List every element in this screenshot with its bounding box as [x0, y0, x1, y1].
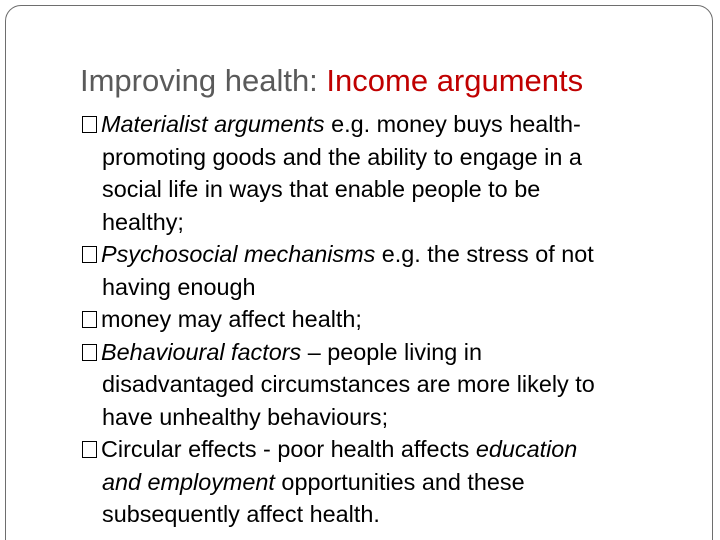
bullet-list: [82, 108, 682, 531]
square-box-icon: [82, 311, 97, 328]
bullet-item-circular: [82, 433, 682, 531]
slide-title: [80, 62, 583, 99]
bullet-term: Materialist arguments: [101, 111, 325, 137]
square-box-icon: [82, 246, 97, 263]
square-box-icon: [82, 116, 97, 133]
bullet-item-materialist: [82, 108, 682, 238]
bullet-text: e.g. the stress of not: [375, 241, 594, 267]
bullet-line: [101, 238, 682, 271]
bullet-term: Psychosocial mechanisms: [101, 241, 376, 267]
bullet-line: [101, 336, 682, 369]
bullet-continuation: have unhealthy behaviours;: [102, 403, 389, 430]
bullet-line: [101, 303, 682, 336]
bullet-continuation: having enough: [102, 273, 256, 300]
bullet-line: [101, 433, 682, 466]
bullet-continuation: [101, 466, 682, 499]
bullet-continuation: disadvantaged circumstances are more likely to: [102, 371, 595, 397]
bullet-text: Circular effects - poor health affects: [101, 436, 476, 462]
title-accent: Income arguments: [326, 63, 584, 98]
square-box-icon: [82, 344, 97, 361]
bullet-term: Behavioural factors: [101, 338, 302, 365]
bullet-line: [101, 108, 682, 141]
bullet-continuation: subsequently affect health.: [102, 501, 380, 527]
bullet-item-money: [82, 303, 682, 336]
bullet-text: money may affect health;: [101, 306, 362, 332]
square-box-icon: [82, 441, 97, 458]
bullet-continuation: promoting goods and the ability to engage in a: [102, 143, 582, 170]
bullet-term: and employment: [102, 468, 275, 495]
bullet-text: opportunities and these: [274, 468, 525, 495]
bullet-continuation: healthy;: [102, 208, 184, 235]
bullet-item-behavioural: [82, 336, 682, 434]
bullet-item-psychosocial: [82, 238, 682, 303]
bullet-text: – people living in: [301, 338, 482, 365]
bullet-text: e.g. money buys health-: [324, 111, 581, 137]
bullet-continuation: social life in ways that enable people to be: [102, 176, 541, 202]
title-lead: Improving health:: [80, 63, 327, 98]
bullet-term: education: [475, 436, 578, 462]
